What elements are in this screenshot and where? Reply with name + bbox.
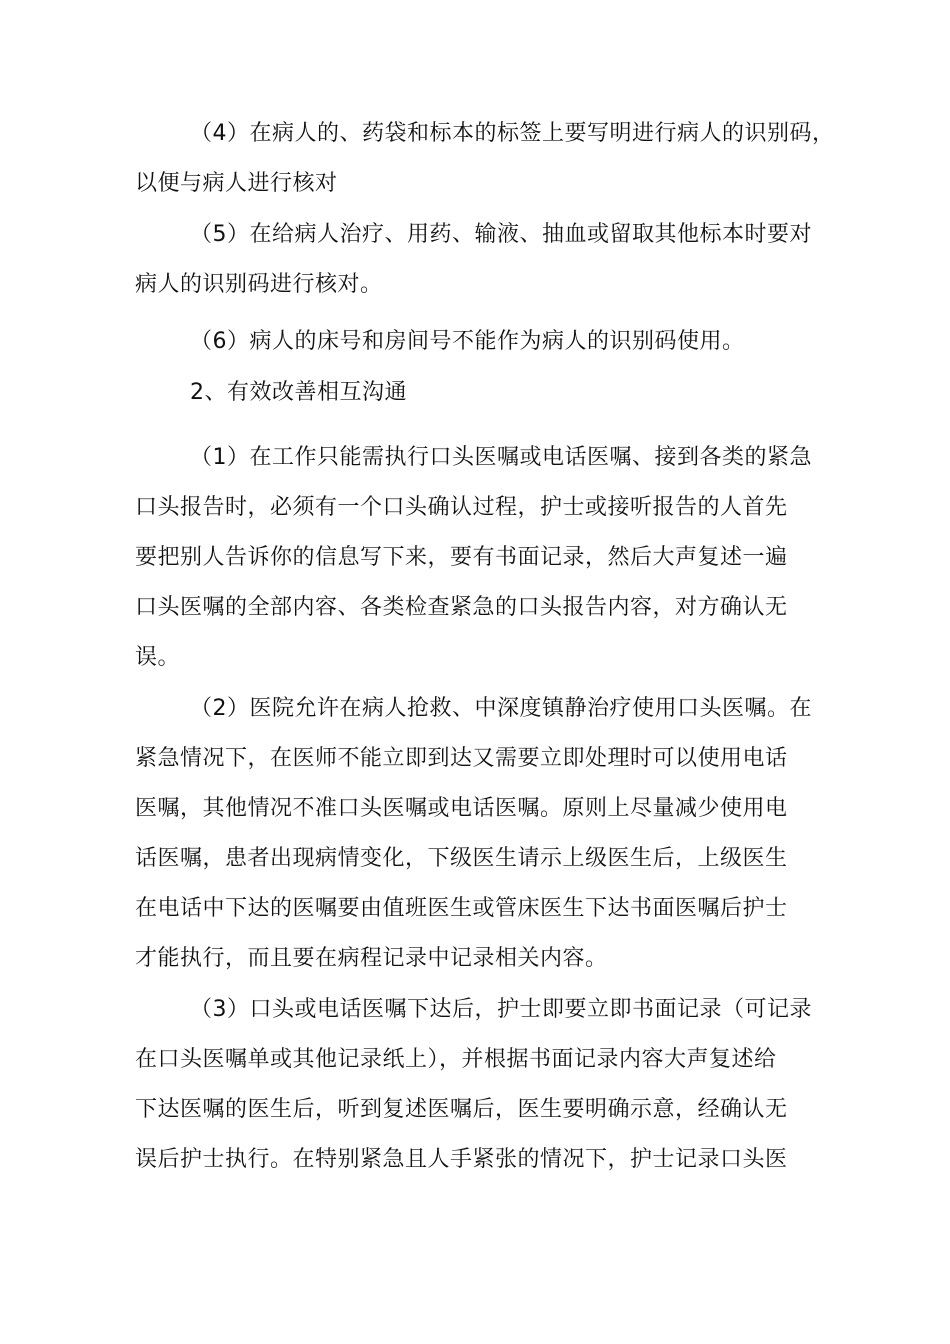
- text-line: 下达医嘱的医生后，听到复述医嘱后，医生要明确示意，经确认无: [135, 1097, 788, 1122]
- text-line: （5）在给病人治疗、用药、输液、抽血或留取其他标本时要对: [190, 222, 812, 247]
- text-line: 误。: [135, 645, 181, 670]
- text-line: 病人的识别码进行核对。: [135, 272, 383, 297]
- text-line: （1）在工作只能需执行口头医嘱或电话医嘱、接到各类的紧急: [190, 445, 812, 470]
- text-line: 要把别人告诉你的信息写下来，要有书面记录，然后大声复述一遍: [135, 545, 788, 570]
- text-line: 在电话中下达的医嘱要由值班医生或管床医生下达书面医嘱后护士: [135, 896, 788, 921]
- text-line: 以便与病人进行核对: [135, 171, 338, 196]
- text-line: 话医嘱，患者出现病情变化，下级医生请示上级医生后，上级医生: [135, 846, 788, 871]
- text-line: 口头医嘱的全部内容、各类检查紧急的口头报告内容，对方确认无: [135, 595, 788, 620]
- text-line: 在口头医嘱单或其他记录纸上），并根据书面记录内容大声复述给: [135, 1047, 777, 1072]
- text-line: （6）病人的床号和房间号不能作为病人的识别码使用。: [190, 329, 745, 354]
- text-line: 口头报告时，必须有一个口头确认过程，护士或接听报告的人首先: [135, 495, 788, 520]
- text-line: （3）口头或电话医嘱下达后，护士即要立即书面记录（可记录: [190, 997, 812, 1022]
- text-line: 医嘱，其他情况不准口头医嘱或电话医嘱。原则上尽量减少使用电: [135, 796, 788, 821]
- text-line: 紧急情况下，在医师不能立即到达又需要立即处理时可以使用电话: [135, 746, 788, 771]
- text-line: 才能执行，而且要在病程记录中记录相关内容。: [135, 946, 608, 971]
- text-line: （4）在病人的、药袋和标本的标签上要写明进行病人的识别码，: [190, 121, 835, 146]
- section-heading: 2、有效改善相互沟通: [190, 380, 407, 405]
- text-line: （2）医院允许在病人抢救、中深度镇静治疗使用口头医嘱。在: [190, 696, 812, 721]
- text-line: 误后护士执行。在特别紧急且人手紧张的情况下，护士记录口头医: [135, 1147, 788, 1172]
